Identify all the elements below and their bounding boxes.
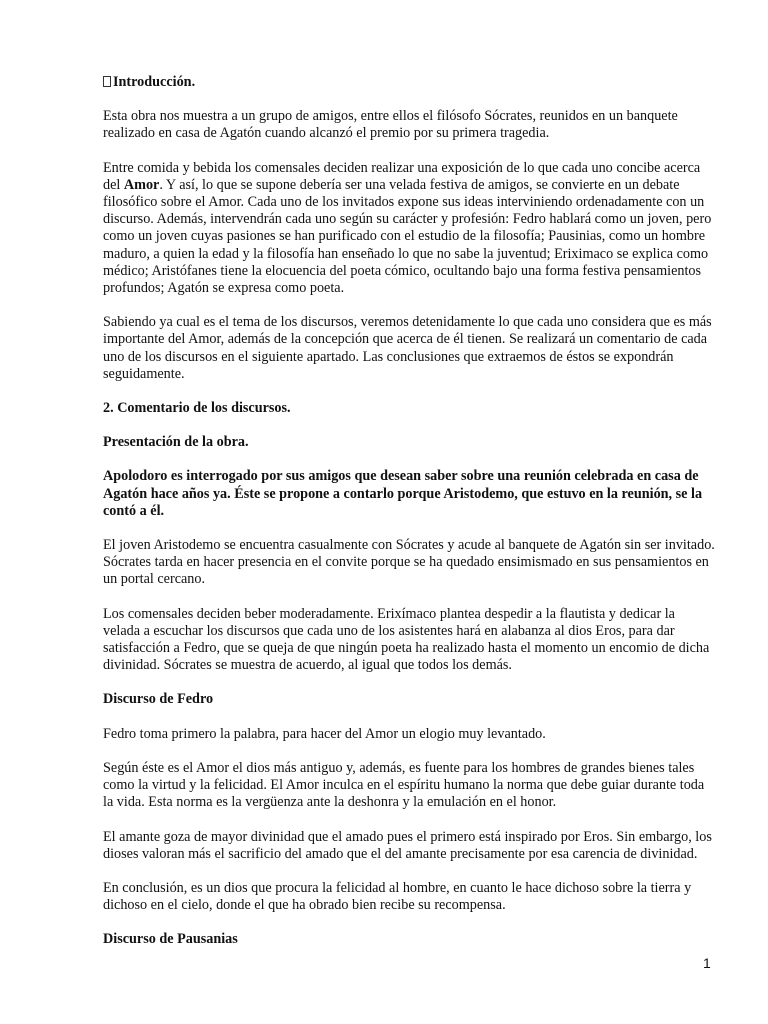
fedro-paragraph-2: Según éste es el Amor el dios más antiguo y, además, es fuente para los hombres de grandes bienes tales como la virtud y la felicidad. El Amor inculca en el espíritu humano la norma que debe guiar durante toda la vida. Esta norma es la vergüenza ante la deshonra y la emulación en el honor.	[103, 759, 705, 811]
page-number: 1	[703, 955, 711, 971]
intro-paragraph-2: Entre comida y bebida los comensales deciden realizar una exposición de lo que cada uno concibe acerca del Amor. Y así, lo que se supone debería ser una velada festiva de amigos, se convierte en un debate filosófico sobre el Amor. Cada uno de los invitados expone sus ideas interviniendo ordenadamente con un discurso. Además, intervendrán cada uno según su carácter y profesión: Fedro hablará como un joven, pero como un joven cuyas pasiones se han purificado con el estudio de la filosofía; Pausinias, como un hombre maduro, a quien la edad y la filosofía han enseñado lo que no sabe la juventud; Eriximaco se explica como médico; Aristófanes tiene la elocuencia del poeta cómico, ocultando bajo una forma festiva pensamientos profundos; Agatón se expresa como poeta.	[103, 159, 712, 297]
pausanias-heading: Discurso de Pausanias	[103, 931, 238, 948]
intro-heading: Introducción.	[103, 74, 715, 91]
amor-bold-word: Amor	[123, 176, 160, 193]
fedro-paragraph-4: En conclusión, es un dios que procura la felicidad al hombre, en cuanto le hace dichoso sobre la tierra y dichoso en el cielo, donde el que ha obrado bien recibe su recompensa.	[103, 879, 692, 914]
document-page	[103, 74, 715, 966]
intro-paragraph-3: Sabiendo ya cual es el tema de los discursos, veremos detenidamente lo que cada uno considera que es más importante del Amor, además de la concepción que acerca de él tienen. Se realizará un comentario de cada uno de los discursos en el siguiente apartado. Las conclusiones que extraemos de éstos se expondrán seguidamente.	[103, 314, 712, 382]
presentacion-heading: Presentación de la obra.	[103, 434, 249, 451]
fedro-heading: Discurso de Fedro	[103, 691, 214, 708]
intro-paragraph-1: Esta obra nos muestra a un grupo de amigos, entre ellos el filósofo Sócrates, reunidos en un banquete realizado en casa de Agatón cuando alcanzó el premio por su primera tragedia.	[103, 108, 678, 142]
fedro-paragraph-3: El amante goza de mayor divinidad que el amado pues el primero está inspirado por Eros. Sin embargo, los dioses valoran más el sacrificio del amado que el del amante precisamente por esa carencia de divinidad.	[103, 828, 712, 862]
section-2-heading: 2. Comentario de los discursos.	[103, 400, 291, 417]
fedro-paragraph-1: Fedro toma primero la palabra, para hacer del Amor un elogio muy levantado.	[103, 725, 546, 742]
presentacion-bold-paragraph: Apolodoro es interrogado por sus amigos que desean saber sobre una reunión celebrada en casa de Agatón hace años ya. Éste se propone a contarlo porque Aristodemo, que estuvo en la reunión, se la contó a él.	[103, 468, 703, 519]
presentacion-paragraph-2: El joven Aristodemo se encuentra casualmente con Sócrates y acude al banquete de Agatón sin ser invitado. Sócrates tarda en hacer presencia en el convite porque se ha quedado ensimismado en sus pensamientos en un portal cercano.	[103, 537, 715, 588]
presentacion-paragraph-3: Los comensales deciden beber moderadamente. Erixímaco plantea despedir a la flautista y dedicar la velada a escuchar los discursos que cada uno de los asistentes hará en alabanza al dios Eros, para dar satisfacción a Fedro, que se queja de que ningún poeta ha realizado hasta el momento un encomio de dicha divinidad. Sócrates se muestra de acuerdo, al igual que todos los demás.	[103, 605, 710, 674]
missing-glyph-box-icon	[103, 76, 111, 87]
